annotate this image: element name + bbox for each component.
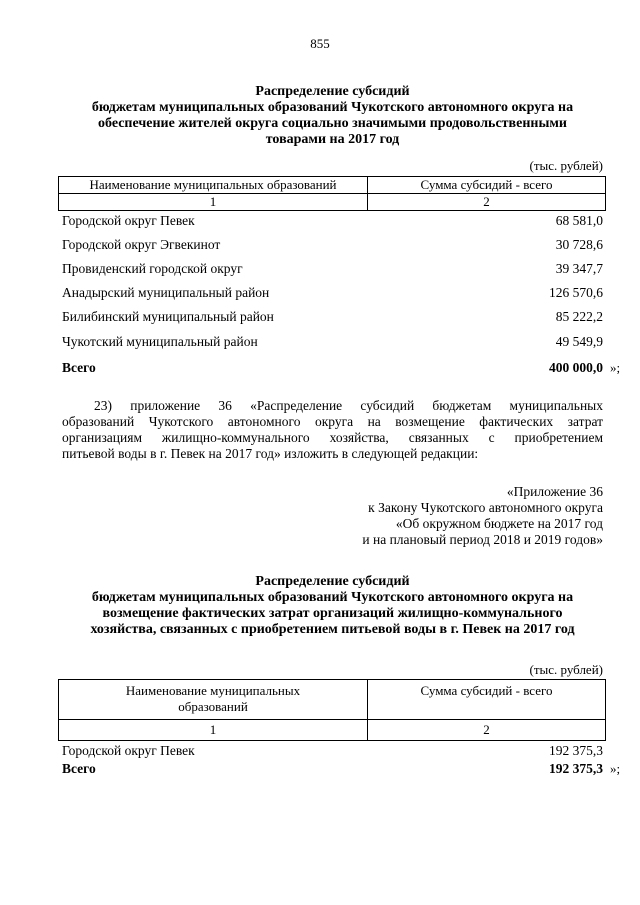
appendix-line: к Закону Чукотского автономного округа: [368, 500, 603, 515]
section2-header-name-line: образований: [178, 699, 248, 714]
paragraph-line: 23) приложение 36 «Распределение субсидий бюджетам муниципальных: [94, 398, 603, 413]
section2-title-line: возмещение фактических затрат организаций жилищно-коммунального: [102, 606, 563, 621]
section2-title-line: хозяйства, связанных с приобретением питьевой воды в г. Певек на 2017 год: [90, 622, 575, 637]
row-value: 192 375,3: [549, 743, 603, 758]
row-name: Городской округ Эгвекинот: [62, 237, 221, 252]
appendix-reference: [203, 484, 603, 548]
closing-quote: »;: [610, 360, 621, 375]
row-value: 30 728,6: [555, 237, 603, 252]
page-number: 855: [310, 36, 330, 51]
table-row: [62, 284, 603, 302]
section2-units: (тыс. рублей): [529, 662, 603, 677]
total-value: 192 375,3: [549, 761, 603, 776]
row-value: 39 347,7: [555, 261, 603, 276]
section1-header-sum: Сумма субсидий - всего: [368, 177, 606, 194]
section2-title-line: бюджетам муниципальных образований Чукотского автономного округа на: [91, 590, 574, 605]
table-row: [62, 236, 603, 254]
table-row: [62, 333, 603, 351]
row-name: Чукотский муниципальный район: [62, 334, 258, 349]
section2-header-name: [59, 680, 368, 720]
total-label: Всего: [62, 761, 96, 776]
section2-title: [60, 574, 605, 638]
total-row: [62, 761, 603, 777]
closing-quote: »;: [610, 761, 621, 776]
row-value: 85 222,2: [555, 309, 603, 324]
table-row: [62, 212, 603, 230]
section2-colnum-1: 1: [59, 720, 368, 741]
section1-title: [60, 84, 605, 148]
section2-header-sum: Сумма субсидий - всего: [368, 680, 606, 720]
section2-colnum-2: 2: [368, 720, 606, 741]
section1-colnum-2: 2: [368, 194, 606, 211]
amendment-paragraph: [62, 398, 603, 462]
section1-colnum-1: 1: [59, 194, 368, 211]
appendix-line: «Об окружном бюджете на 2017 год: [395, 516, 603, 531]
row-name: Городской округ Певек: [62, 213, 195, 228]
paragraph-line: организациям жилищно-коммунального хозяйства, связанных с приобретением: [62, 430, 603, 445]
section2-header-table: [58, 679, 606, 741]
row-name: Анадырский муниципальный район: [62, 285, 270, 300]
row-name: Билибинский муниципальный район: [62, 309, 274, 324]
table-row: [62, 308, 603, 326]
section2-title-line: Распределение субсидий: [255, 574, 410, 589]
row-name: Провиденский городской округ: [62, 261, 243, 276]
row-value: 68 581,0: [555, 213, 603, 228]
row-name: Городской округ Певек: [62, 743, 195, 758]
table-row: [62, 743, 603, 759]
section1-units: (тыс. рублей): [529, 158, 603, 173]
section1-title-line: обеспечение жителей округа социально значимыми продовольственными: [98, 116, 567, 131]
total-label: Всего: [62, 360, 96, 375]
table-row: [62, 260, 603, 278]
section1-header-name: Наименование муниципальных образований: [59, 177, 368, 194]
section1-title-line: товарами на 2017 год: [265, 132, 400, 147]
row-value: 49 549,9: [555, 334, 603, 349]
paragraph-line: образований Чукотского автономного округа на возмещение фактических затрат: [62, 414, 603, 429]
section1-title-line: Распределение субсидий: [255, 84, 410, 99]
paragraph-line: питьевой воды в г. Певек на 2017 год» изложить в следующей редакции:: [62, 446, 479, 461]
total-row: [62, 359, 603, 377]
total-value: 400 000,0: [549, 360, 603, 375]
appendix-line: «Приложение 36: [506, 484, 603, 499]
appendix-line: и на плановый период 2018 и 2019 годов»: [362, 532, 603, 547]
section1-header-table: [58, 176, 606, 211]
section1-title-line: бюджетам муниципальных образований Чукотского автономного округа на: [91, 100, 574, 115]
row-value: 126 570,6: [549, 285, 603, 300]
section2-header-name-line: Наименование муниципальных: [125, 683, 301, 698]
